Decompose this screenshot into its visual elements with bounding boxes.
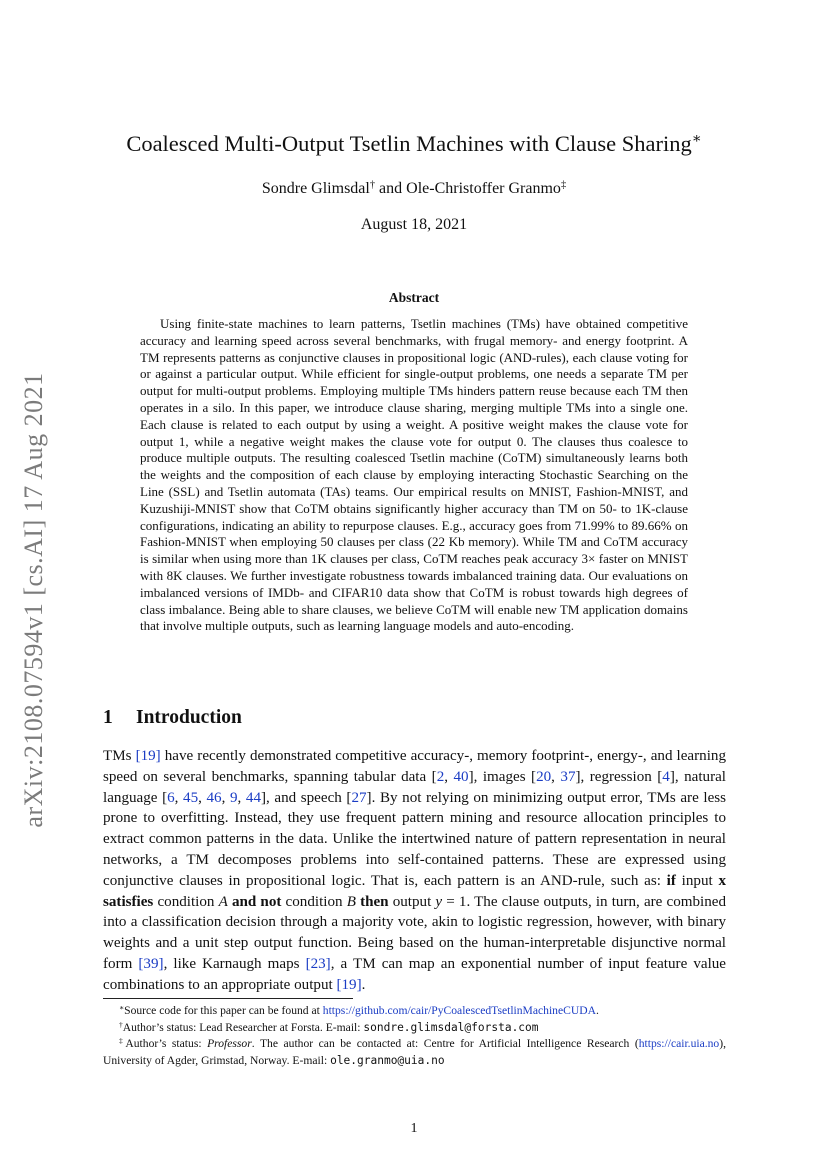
footnote-1-mark: ∗	[119, 1002, 125, 1012]
citation-link[interactable]: 46	[206, 789, 222, 806]
paper-title	[0, 131, 828, 157]
text-run: TMs	[103, 748, 136, 764]
section-heading	[103, 707, 242, 729]
abstract-text: Using finite-state machines to learn patterns, Tsetlin machines (TMs) have obtained competitive accuracy and learning speed across several benchmarks, with frugal memory- and energy footprint. A TM represents patterns as conjunctive clauses in propositional logic (AND-rules), each clause voting for or against a particular output. While efficient for single-output problems, one needs a separate TM per output for multi-output problems. Employing multiple TMs hinders pattern reuse because each TM then operates in a silo. In this paper, we introduce clause sharing, merging multiple TMs into a single one. Each clause is related to each output by using a weight. A positive weight makes the clause vote for output 1, while a negative weight makes the clause vote for output 0. The clauses thus coalesce to produce multiple outputs. The resulting coalesced Tsetlin machine (CoTM) simultaneously learns both the weights and the composition of each clause by employing interacting Stochastic Searching on the Line (SSL) and Tsetlin automata (TAs) teams. Our empirical results on MNIST, Fashion-MNIST, and Kuzushiji-MNIST show that CoTM obtains significantly higher accuracy than TM on 50- to 1K-clause configurations, indicating an ability to repurpose clauses. E.g., accuracy goes from 71.99% to 89.66% on Fashion-MNIST when employing 50 clauses per class (22 Kb memory). While TM and CoTM accuracy is similar when using more than 1K clauses per class, CoTM reaches peak accuracy 3× faster on MNIST with 8K clauses. We further investigate robustness towards imbalanced training data. Our evaluations on imbalanced versions of IMDb- and CIFAR10 data show that CoTM is robust towards high degrees of class imbalance. Being able to share clauses, we believe CoTM will enable new TM application domains that involve multiple outputs, such as learning language models and auto-encoding.	[140, 316, 688, 634]
footnote-1	[103, 1003, 726, 1020]
paper-date: August 18, 2021	[360, 216, 468, 233]
footnote-3-text: . The author can be contacted at: Centre for Artificial Intelligence Research (	[251, 1037, 639, 1051]
source-code-link[interactable]: https://github.com/cair/PyCoalescedTsetlinMachineCUDA	[322, 1004, 596, 1017]
author-1-email: sondre.glimsdal@forsta.com	[363, 1020, 539, 1034]
author-2-email: ole.granmo@uia.no	[330, 1053, 445, 1067]
abstract-heading: Abstract	[388, 290, 440, 305]
cair-link[interactable]: https://cair.uia.no	[638, 1037, 720, 1051]
citation-link[interactable]: 2	[436, 768, 445, 785]
bold-keyword: if	[666, 872, 676, 889]
text-run: output	[388, 893, 436, 910]
footnote-3	[103, 1036, 726, 1069]
section-title: Introduction	[136, 707, 242, 728]
footnote-divider	[103, 998, 353, 999]
math-symbol: B	[346, 893, 356, 910]
text-run: condition	[153, 893, 219, 910]
text-run: ,	[444, 768, 454, 785]
text-run: ], regression [	[575, 768, 663, 785]
text-run: ], images [	[468, 768, 537, 785]
footnote-3-text: ), University of Agder, Grimstad, Norway. E-mail:	[103, 1037, 726, 1067]
citation-link[interactable]: [23]	[305, 955, 331, 972]
author-1: Sondre Glimsdal	[261, 180, 370, 197]
footnote-1-end: .	[595, 1004, 599, 1017]
text-run: ,	[174, 789, 184, 806]
section-number: 1	[103, 707, 113, 728]
citation-link[interactable]: 6	[167, 789, 175, 806]
bold-keyword: and not	[231, 893, 282, 910]
text-run: = 1. The clause outputs, in turn, are combined into a classification decision through a majority vote, akin to logistic regression, however, with binary weights and a unit step output function. Being based on the human-interpretable disjunctive normal form	[103, 893, 727, 972]
citation-link[interactable]: 45	[183, 789, 199, 806]
introduction-paragraph	[103, 746, 726, 996]
footnote-2-text: Author’s status: Lead Researcher at Forsta. E-mail:	[122, 1020, 364, 1034]
bold-keyword: then	[360, 893, 389, 910]
footnotes	[103, 1003, 726, 1069]
bold-keyword: x satisfies	[103, 872, 727, 910]
math-symbol: A	[218, 893, 228, 910]
footnote-3-text: Author’s status:	[125, 1037, 208, 1051]
author-joiner: and	[375, 180, 407, 197]
text-run: , like Karnaugh maps	[163, 955, 306, 972]
author-2-mark: ‡	[560, 179, 567, 191]
citation-link[interactable]: 20	[536, 768, 552, 785]
arxiv-sidebar	[14, 340, 54, 860]
citation-link[interactable]: [19]	[135, 748, 161, 764]
text-run: ,	[198, 789, 207, 806]
text-run: ,	[237, 789, 246, 806]
author-status: Professor	[207, 1037, 252, 1051]
footnote-2	[103, 1020, 726, 1037]
math-symbol: y	[435, 893, 443, 910]
text-run: ], and speech [	[260, 789, 352, 806]
text-run: condition	[281, 893, 347, 910]
page-number: 1	[410, 1121, 418, 1136]
text-run: ,	[221, 789, 230, 806]
citation-link[interactable]: 44	[245, 789, 261, 806]
citation-link[interactable]: 40	[453, 768, 469, 785]
text-run: ], natural language [	[103, 768, 726, 806]
text-run: ]. By not relying on minimizing output error, TMs are less prone to overfitting. Instead, they use frequent pattern mining and resource allocation principles to extract common patterns in the data. Unlike the intertwined nature of pattern representation in neural networks, a TM decomposes problems into self-contained patterns. These are expressed using conjunctive clauses in propositional logic. That is, each pattern is an AND-rule, such as:	[103, 789, 727, 889]
text-run: , a TM can map an exponential number of input feature value combinations to an appropriate output	[103, 955, 727, 993]
author-1-mark: †	[369, 179, 376, 191]
title-footnote-mark: ∗	[691, 130, 702, 147]
text-run: input	[675, 872, 719, 889]
title-text: Coalesced Multi-Output Tsetlin Machines with Clause Sharing	[126, 131, 692, 156]
citation-link[interactable]: [19]	[336, 976, 362, 993]
footnote-1-text: Source code for this paper can be found at	[124, 1004, 323, 1017]
citation-link[interactable]: 37	[560, 768, 576, 785]
citation-link[interactable]: 9	[229, 789, 238, 806]
footnote-3-mark: ‡	[119, 1036, 126, 1046]
author-2: Ole-Christoffer Granmo	[406, 180, 561, 197]
citation-link[interactable]: [39]	[138, 955, 164, 972]
text-run: .	[361, 976, 366, 993]
arxiv-identifier: arXiv:2108.07594v1 [cs.AI] 17 Aug 2021	[19, 372, 48, 828]
text-run: have recently demonstrated competitive accuracy-, memory footprint-, energy-, and learning speed on several benchmarks, spanning tabular data [	[103, 748, 726, 785]
text-run: ,	[551, 768, 561, 785]
citation-link[interactable]: 4	[662, 768, 670, 785]
author-line	[0, 180, 828, 198]
citation-link[interactable]: 27	[351, 789, 367, 806]
footnote-2-mark: †	[119, 1019, 123, 1029]
